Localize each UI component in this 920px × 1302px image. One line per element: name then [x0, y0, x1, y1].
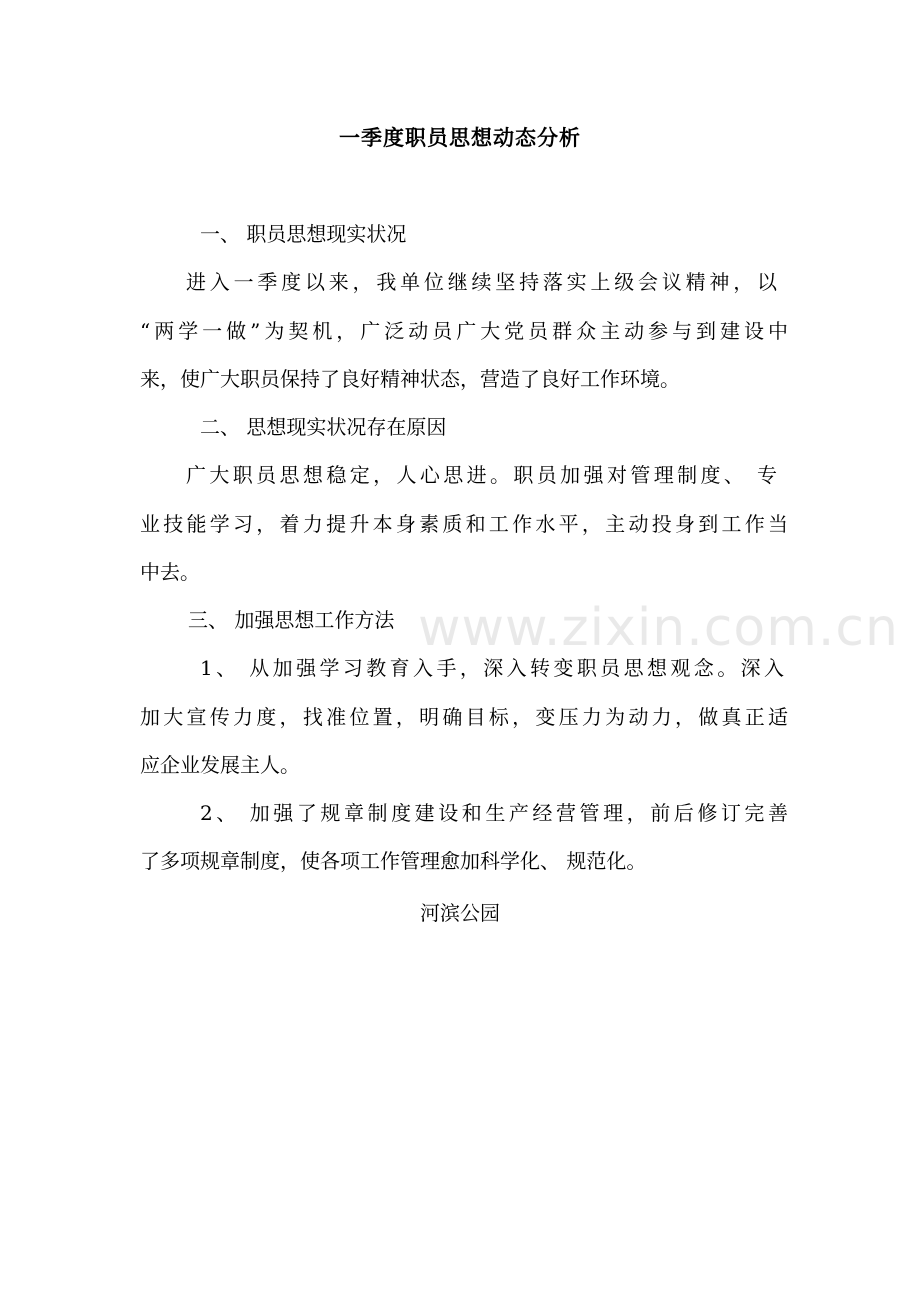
- signature: 河滨公园: [420, 901, 500, 925]
- section-heading-2: 二、 思想现实状况存在原因: [200, 415, 447, 439]
- paragraph-line: 广大职员思想稳定，人心思进。职员加强对管理制度、 专: [186, 463, 777, 487]
- paragraph-line: “两学一做”为契机，广泛动员广大党员群众主动参与到建设中: [140, 319, 788, 343]
- section-heading-3: 三、 加强思想工作方法: [188, 608, 395, 632]
- document-title: 一季度职员思想动态分析: [339, 126, 581, 150]
- paragraph-line: 中去。: [140, 560, 200, 584]
- section-heading-1: 一、 职员思想现实状况: [200, 222, 407, 246]
- watermark: www.zixin.com.cn: [418, 598, 899, 658]
- paragraph-line: 来，使广大职员保持了良好精神状态，营造了良好工作环境。: [140, 367, 680, 391]
- list-item-1-line: 应企业发展主人。: [140, 753, 300, 777]
- list-item-2-line: 了多项规章制度，使各项工作管理愈加科学化、 规范化。: [140, 849, 647, 873]
- list-item-1-line: 1、 从加强学习教育入手，深入转变职员思想观念。深入: [200, 656, 784, 680]
- list-item-1-line: 加大宣传力度，找准位置，明确目标，变压力为动力，做真正适: [140, 705, 788, 729]
- paragraph-line: 进入一季度以来，我单位继续坚持落实上级会议精神，以: [186, 270, 777, 294]
- list-item-2-line: 2、 加强了规章制度建设和生产经营管理，前后修订完善: [200, 801, 788, 825]
- paragraph-line: 业技能学习，着力提升本身素质和工作水平，主动投身到工作当: [140, 512, 788, 536]
